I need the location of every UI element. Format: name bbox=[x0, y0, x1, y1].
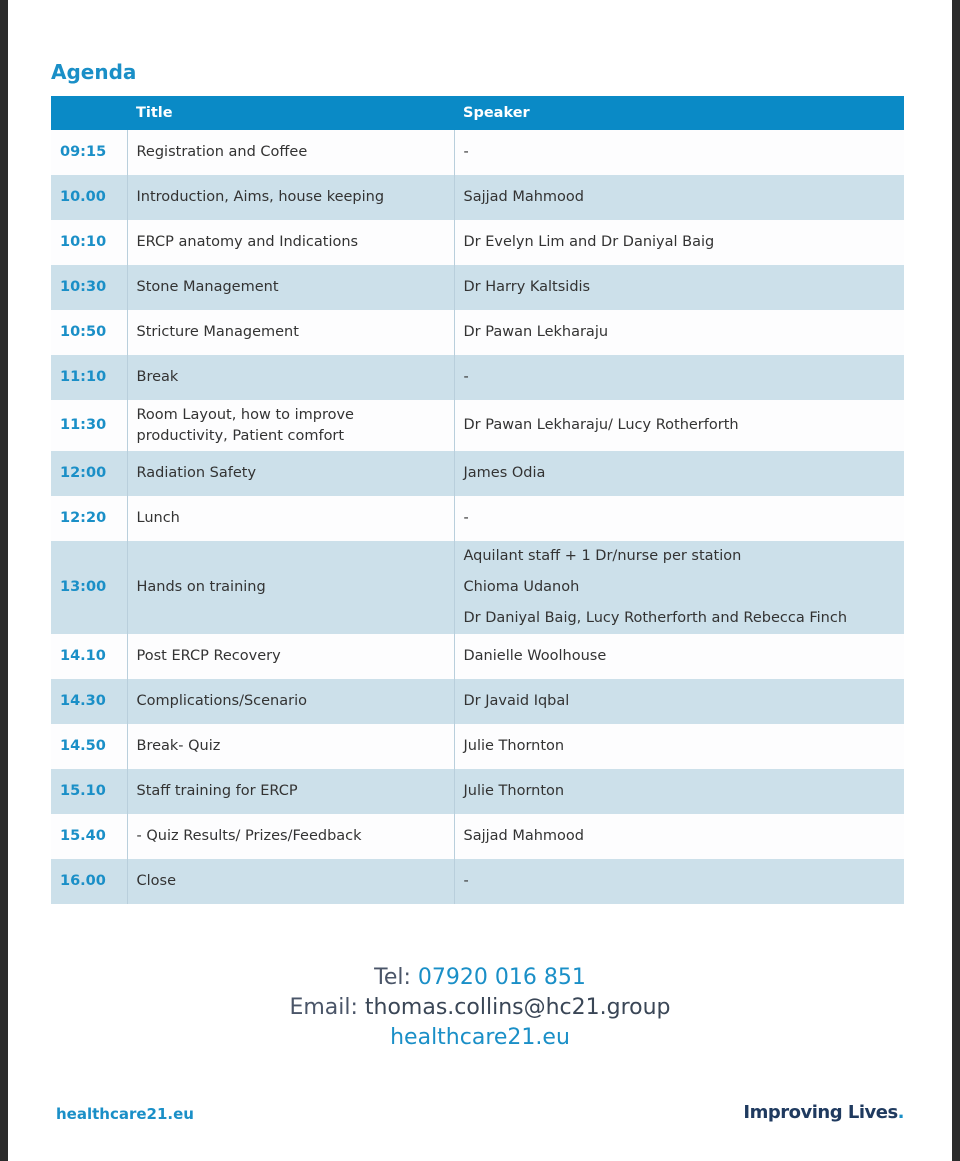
table-row bbox=[51, 634, 904, 679]
page-title: Agenda bbox=[51, 60, 137, 84]
row-time: 12:00 bbox=[51, 451, 127, 496]
row-speaker bbox=[454, 859, 904, 904]
row-time: 15.10 bbox=[51, 769, 127, 814]
table-header-row bbox=[51, 96, 904, 130]
contact-email bbox=[8, 995, 952, 1020]
contact-tel bbox=[8, 965, 952, 990]
table-row bbox=[51, 451, 904, 496]
table-row bbox=[51, 265, 904, 310]
table-row bbox=[51, 496, 904, 541]
speaker-name: Dr Pawan Lekharaju bbox=[463, 324, 609, 340]
speaker-name: Julie Thornton bbox=[463, 738, 565, 754]
speaker-name: Dr Evelyn Lim and Dr Daniyal Baig bbox=[463, 234, 715, 250]
speaker-name: Sajjad Mahmood bbox=[463, 189, 585, 205]
row-speaker bbox=[454, 496, 904, 541]
speaker-name: Danielle Woolhouse bbox=[463, 648, 607, 664]
speaker-name: Dr Daniyal Baig, Lucy Rotherforth and Rebecca Finch bbox=[463, 610, 848, 626]
row-title: Staff training for ERCP bbox=[127, 769, 454, 814]
row-title: Hands on training bbox=[127, 541, 454, 634]
table-row bbox=[51, 400, 904, 451]
row-time: 14.30 bbox=[51, 679, 127, 724]
speaker-name: James Odia bbox=[463, 465, 546, 481]
speaker-name: Dr Harry Kaltsidis bbox=[463, 279, 591, 295]
tagline-text: Improving Lives bbox=[743, 1102, 898, 1123]
row-speaker bbox=[454, 310, 904, 355]
tel-label: Tel: bbox=[374, 965, 411, 990]
row-title: Registration and Coffee bbox=[127, 130, 454, 175]
row-title: ERCP anatomy and Indications bbox=[127, 220, 454, 265]
tagline-dot: . bbox=[897, 1102, 904, 1123]
speaker-name: Aquilant staff + 1 Dr/nurse per station bbox=[463, 548, 742, 564]
row-title: Complications/Scenario bbox=[127, 679, 454, 724]
row-time: 12:20 bbox=[51, 496, 127, 541]
row-title: Introduction, Aims, house keeping bbox=[127, 175, 454, 220]
row-title: Lunch bbox=[127, 496, 454, 541]
row-speaker bbox=[454, 769, 904, 814]
row-speaker bbox=[454, 451, 904, 496]
speaker-name: - bbox=[463, 144, 469, 160]
row-title: - Quiz Results/ Prizes/Feedback bbox=[127, 814, 454, 859]
row-title: Break bbox=[127, 355, 454, 400]
speaker-name: Dr Pawan Lekharaju/ Lucy Rotherforth bbox=[463, 417, 739, 433]
table-row bbox=[51, 724, 904, 769]
column-header-speaker: Speaker bbox=[454, 96, 904, 130]
row-time: 11:30 bbox=[51, 400, 127, 451]
row-title: Room Layout, how to improve productivity, Patient comfort bbox=[127, 400, 454, 451]
row-time: 09:15 bbox=[51, 130, 127, 175]
row-speaker bbox=[454, 679, 904, 724]
agenda-table bbox=[51, 96, 904, 904]
row-time: 10.00 bbox=[51, 175, 127, 220]
footer-website-link[interactable]: healthcare21.eu bbox=[56, 1105, 194, 1123]
row-speaker bbox=[454, 355, 904, 400]
column-header-time bbox=[51, 96, 127, 130]
column-header-title: Title bbox=[127, 96, 454, 130]
table-row bbox=[51, 130, 904, 175]
speaker-name: - bbox=[463, 873, 469, 889]
speaker-name: Sajjad Mahmood bbox=[463, 828, 585, 844]
row-speaker bbox=[454, 265, 904, 310]
row-speaker bbox=[454, 814, 904, 859]
website-link[interactable]: healthcare21.eu bbox=[390, 1025, 570, 1050]
speaker-name: Julie Thornton bbox=[463, 783, 565, 799]
row-time: 14.50 bbox=[51, 724, 127, 769]
table-row bbox=[51, 859, 904, 904]
speaker-name: - bbox=[463, 369, 469, 385]
row-title: Stricture Management bbox=[127, 310, 454, 355]
row-time: 10:50 bbox=[51, 310, 127, 355]
row-time: 14.10 bbox=[51, 634, 127, 679]
table-row bbox=[51, 814, 904, 859]
agenda-rows bbox=[51, 130, 904, 904]
table-row bbox=[51, 310, 904, 355]
speaker-name: - bbox=[463, 510, 469, 526]
table-row bbox=[51, 679, 904, 724]
table-row bbox=[51, 175, 904, 220]
row-title: Stone Management bbox=[127, 265, 454, 310]
table-row bbox=[51, 541, 904, 634]
row-time: 13:00 bbox=[51, 541, 127, 634]
contact-website bbox=[8, 1025, 952, 1050]
row-speaker bbox=[454, 400, 904, 451]
row-speaker bbox=[454, 220, 904, 265]
tel-value[interactable]: 07920 016 851 bbox=[417, 965, 586, 990]
speaker-name: Dr Javaid Iqbal bbox=[463, 693, 570, 709]
row-time: 10:10 bbox=[51, 220, 127, 265]
table-row bbox=[51, 220, 904, 265]
row-time: 15.40 bbox=[51, 814, 127, 859]
speaker-name: Chioma Udanoh bbox=[463, 579, 580, 595]
row-speaker bbox=[454, 634, 904, 679]
row-title: Post ERCP Recovery bbox=[127, 634, 454, 679]
email-value[interactable]: thomas.collins@hc21.group bbox=[364, 995, 671, 1020]
table-row bbox=[51, 355, 904, 400]
email-label: Email: bbox=[289, 995, 358, 1020]
agenda-page bbox=[8, 0, 952, 1161]
row-speaker bbox=[454, 724, 904, 769]
row-time: 16.00 bbox=[51, 859, 127, 904]
table-row bbox=[51, 769, 904, 814]
row-title: Radiation Safety bbox=[127, 451, 454, 496]
row-time: 11:10 bbox=[51, 355, 127, 400]
row-time: 10:30 bbox=[51, 265, 127, 310]
row-title: Close bbox=[127, 859, 454, 904]
row-speaker bbox=[454, 175, 904, 220]
brand-tagline bbox=[743, 1102, 904, 1123]
row-speaker bbox=[454, 541, 904, 634]
row-title: Break- Quiz bbox=[127, 724, 454, 769]
row-speaker bbox=[454, 130, 904, 175]
